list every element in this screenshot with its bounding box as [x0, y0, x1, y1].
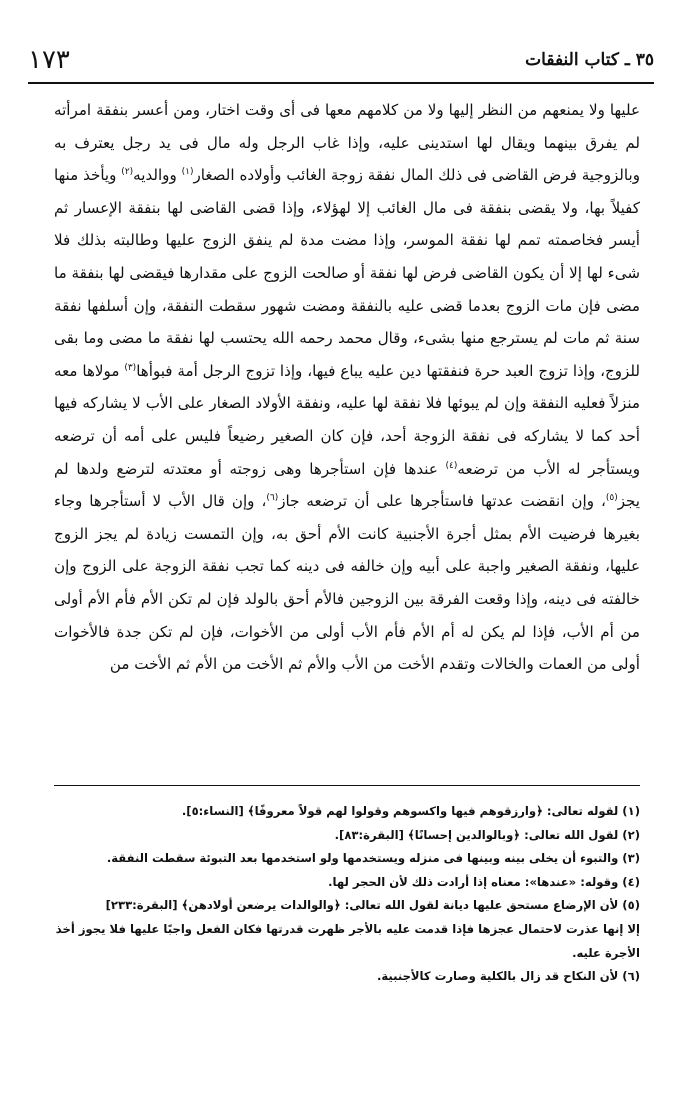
running-title: ٣٥ ـ كتاب النفقات: [525, 50, 654, 70]
footnote-ref-4: (٤): [445, 460, 458, 471]
text-segment: ويأخذ منها كفيلاً بها، ولا يقضى بنفقة فى مال الغائب إلا لهؤلاء، وإذا قضى القاضى لها بنفقة الإعسار ثم أيسر فخاصمته تمم لها نفقة الموسر، وإذا مضت مدة لم ينفق الزوج عليها وطالبته بذلك فلا شىء لها إلا أن يكون القاضى فرض لها نفقة أو صالحت الزوج على مقدارها فيقضى لها بنفقة ما مضى فإن مات الزوج بعدما قضى عليه بالنفقة ومضت شهور سقطت النفقة، وإن أسلفها نفقة سنة ثم مات لم يسترجع منها بشىء، وقال محمد رحمه الله يحتسب لها نفقة ما مضى وما بقى للزوج، وإذا تزوج العبد حرة فنفقتها دين عليه يباع فيها، وإذا تزوج الرجل أمة فبوأها: [54, 166, 640, 380]
header-rule: [28, 82, 654, 84]
footnote-number: (٣): [622, 851, 640, 866]
text-segment: عندها فإن استأجرها وهى زوجته أو معتدته لترضع ولدها لم يجز: [54, 459, 640, 511]
text-segment: عليها ولا يمنعهم من النظر إليها ولا من كلامهم معها فى أى وقت اختار، ومن أعسر بنفقة امرأته لم يفرق بينهما ويقال لها استدينى عليه، وإذا غاب الرجل وله مال فى يد رجل يعترف به وبالزوجية فرض القاضى فى ذلك المال نفقة زوجة الغائب وأولاده الصغار: [54, 101, 640, 185]
footnote-ref-5: (٥): [605, 493, 618, 504]
text-segment: ووالديه: [133, 166, 182, 185]
text-segment: ، وإن قال الأب لا أستأجرها وجاء بغيرها فرضيت الأم بمثل أجرة الأجنبية كانت الأم أحق به، وإن التمست زيادة لم يجز الزوج عليها، ونفقة الصغير واجبة على أبيه وإن خالفه فى دينه كما تجب نفقة الزوجة على الزوج وإن خالفته فى دينه، وإذا وقعت الفرقة بين الزوجين فالأم أحق بالولد فإن لم تكن الأم فأم الأم أولى من أم الأب، فإذا لم يكن له أم الأم فأم الأب أولى من الأخوات، فإن لم تكن جدة فالأخوات أولى من العمات والخالات وتقدم الأخت من الأب والأم ثم الأخت من الأم ثم الأخت من: [54, 492, 640, 674]
footnote-separator: [54, 785, 640, 786]
footnote-number: (١): [622, 804, 640, 818]
page-number: ١٧٣: [28, 45, 70, 75]
page-header: [28, 40, 654, 80]
footnote-number: (٦): [622, 969, 640, 984]
footnote-6: [54, 965, 640, 989]
text-segment: مولاها معه منزلاً فعليه النفقة وإن لم يبوئها فلا نفقة لها عليه، ونفقة الأولاد الصغار على الأب لا يشاركه فيها أحد كما لا يشاركه فى نفقة الزوجة أحد، فإن كان الصغير رضيعاً فليس على أمه أن ترضعه ويستأجر له الأب من ترضعه: [54, 361, 640, 478]
footnote-number: (٥): [622, 898, 640, 913]
footnote-continuation: إلا إنها عذرت لاحتمال عجزها فإذا قدمت عليه بالأجر ظهرت قدرتها فكان الفعل واجبًا عليها فلا يجوز أخذ الأجرة عليه.: [55, 921, 640, 960]
footnote-text: والتبوء أن يخلى بينه وبينها فى منزله ويستخدمها ولو استخدمها بعد التبوئة سقطت النفقة.: [106, 851, 619, 866]
footnote-ref-2: (٢): [121, 167, 134, 178]
footnote-3: [54, 847, 640, 871]
footnote-5: [54, 894, 640, 965]
footnote-text: لقول الله تعالى: ﴿وبالوالدين إحسانًا﴾ [البقرة:٨٣].: [334, 827, 619, 842]
text-segment: ، وإن انقضت عدتها فاستأجرها على أن ترضعه جاز: [278, 492, 606, 511]
footnote-ref-1: (١): [181, 167, 194, 178]
footnote-text: لقوله تعالى: ﴿وارزقوهم فيها واكسوهم وقولوا لهم قولاً معروفًا﴾ [النساء:٥].: [181, 804, 619, 818]
main-text: [54, 94, 640, 681]
footnote-1: [54, 800, 640, 824]
main-paragraph: [54, 94, 640, 681]
footnote-number: (٢): [622, 827, 640, 842]
footnote-2: [54, 824, 640, 848]
footnote-text: وقوله: «عندها»: معناه إذا أرادت ذلك لأن الحجر لها.: [328, 874, 619, 889]
footnote-number: (٤): [622, 874, 640, 889]
footnotes: [54, 800, 640, 989]
footnote-4: [54, 871, 640, 895]
footnote-ref-3: (٣): [124, 362, 137, 373]
footnote-text: لأن الإرضاع مستحق عليها ديانة لقول الله تعالى: ﴿والوالدات يرضعن أولادهن﴾ [البقرة:٢٣٣]: [105, 898, 619, 913]
footnote-text: لأن النكاح قد زال بالكلية وصارت كالأجنبية.: [376, 969, 619, 984]
footnote-ref-6: (٦): [266, 493, 279, 504]
